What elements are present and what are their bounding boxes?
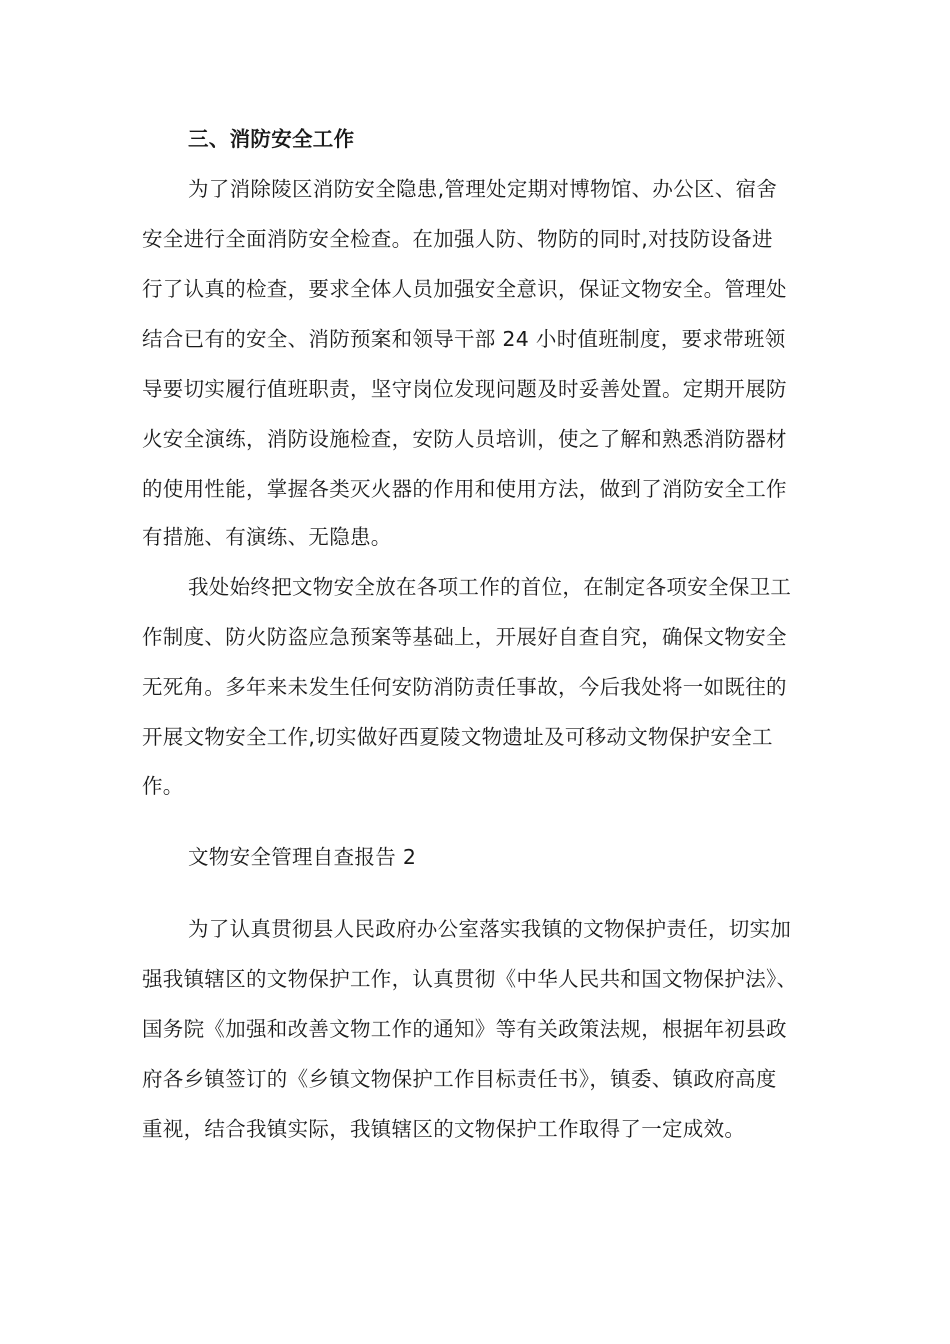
paragraph-line: 为了消除陵区消防安全隐患,管理处定期对博物馆、办公区、宿舍 [188, 177, 778, 201]
section-heading: 三、消防安全工作 [188, 127, 355, 151]
paragraph-line: 开展文物安全工作,切实做好西夏陵文物遗址及可移动文物保护安全工 [142, 725, 773, 749]
paragraph-line: 有措施、有演练、无隐患。 [142, 525, 392, 549]
paragraph-line: 为了认真贯彻县人民政府办公室落实我镇的文物保护责任，切实加 [188, 917, 792, 941]
paragraph-line: 府各乡镇签订的《乡镇文物保护工作目标责任书》，镇委、镇政府高度 [142, 1067, 777, 1091]
paragraph-line: 无死角。多年来未发生任何安防消防责任事故，今后我处将一如既往的 [142, 675, 787, 699]
paragraph-line: 国务院《加强和改善文物工作的通知》等有关政策法规，根据年初县政 [142, 1017, 787, 1041]
report-title: 文物安全管理自查报告 2 [188, 845, 417, 869]
paragraph-line: 行了认真的检查，要求全体人员加强安全意识，保证文物安全。管理处 [142, 277, 787, 301]
paragraph-line: 结合已有的安全、消防预案和领导干部 24 小时值班制度，要求带班领 [142, 327, 786, 351]
paragraph-line: 的使用性能，掌握各类灭火器的作用和使用方法，做到了消防安全工作 [142, 477, 787, 501]
paragraph-line: 作制度、防火防盗应急预案等基础上，开展好自查自究，确保文物安全 [142, 625, 787, 649]
paragraph-line: 重视，结合我镇实际，我镇辖区的文物保护工作取得了一定成效。 [142, 1117, 746, 1141]
paragraph-line: 我处始终把文物安全放在各项工作的首位，在制定各项安全保卫工 [188, 575, 792, 599]
paragraph-line: 强我镇辖区的文物保护工作，认真贯彻《中华人民共和国文物保护法》、 [142, 967, 798, 991]
paragraph-line: 导要切实履行值班职责，坚守岗位发现问题及时妥善处置。定期开展防 [142, 377, 787, 401]
paragraph-line: 火安全演练，消防设施检查，安防人员培训，使之了解和熟悉消防器材 [142, 427, 787, 451]
paragraph-line: 安全进行全面消防安全检查。在加强人防、物防的同时,对技防设备进 [142, 227, 773, 251]
paragraph-line: 作。 [142, 774, 184, 798]
